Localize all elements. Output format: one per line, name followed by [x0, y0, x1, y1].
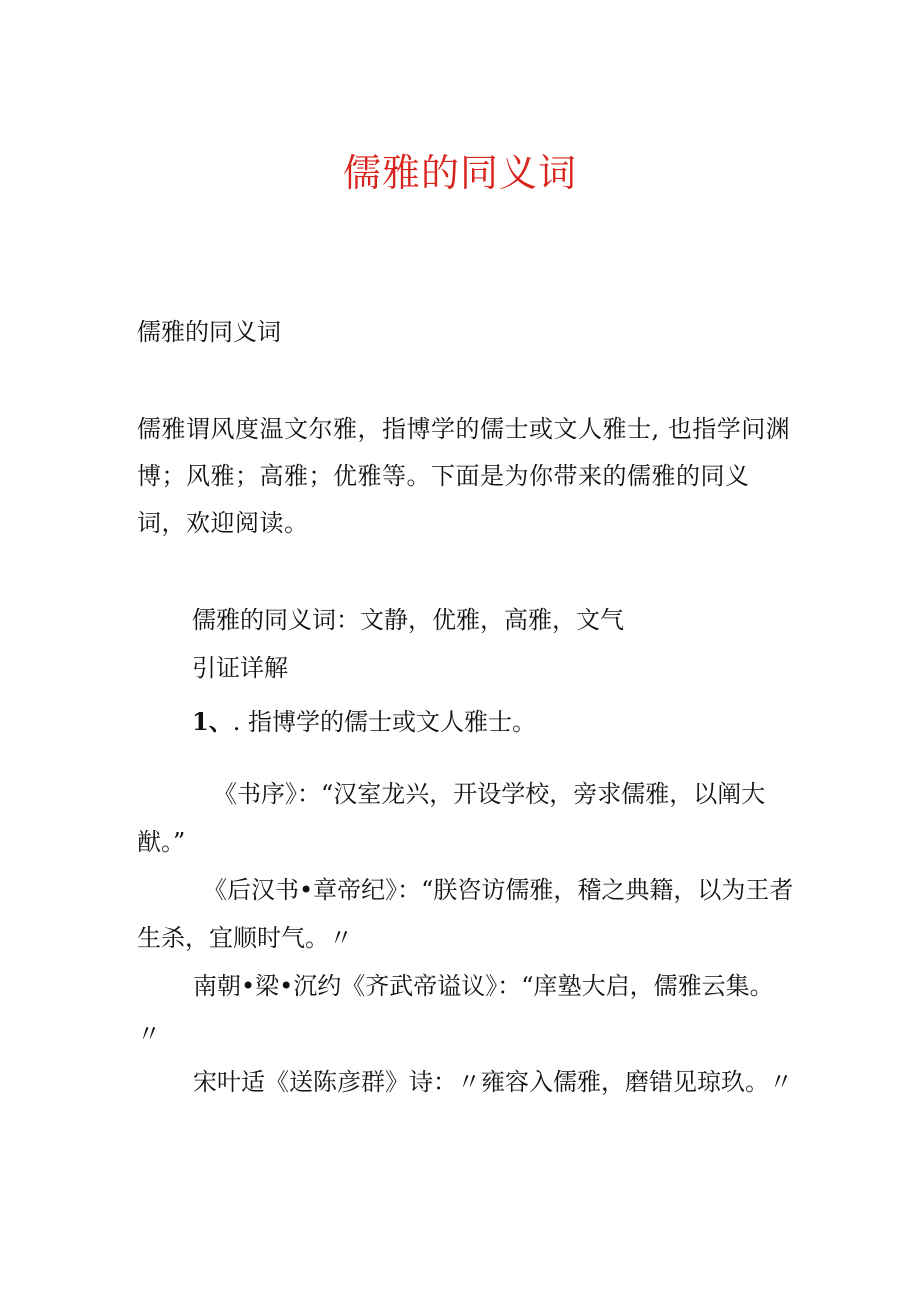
quote-shuxu: 《书序》：“汉室龙兴，开设学校，旁求儒雅，以阐大猷。” — [137, 780, 766, 856]
intro-paragraph: 儒雅谓风度温文尔雅，指博学的儒士或文人雅士, 也指学问渊博；风雅；高雅；优雅等。下面是为你带来的儒雅的同义词，欢迎阅读。 — [137, 415, 791, 537]
point-text: . 指博学的儒士或文人雅士。 — [232, 708, 536, 736]
synonyms-line: 儒雅的同义词：文静，优雅，高雅，文气 — [192, 606, 624, 634]
page-title: 儒雅的同义词 — [342, 151, 577, 195]
quote-yeshi: 宋叶适《送陈彦群》诗：〃雍容入儒雅，磨错见琼玖。〃 — [193, 1068, 793, 1096]
point-number: 1、 — [192, 707, 233, 736]
section-heading: 引证详解 — [192, 654, 288, 682]
quote-shenyue: 南朝•梁•沉约《齐武帝谥议》：“庠塾大启，儒雅云集。〃 — [137, 972, 774, 1048]
definition-point — [192, 702, 852, 742]
quote-houhanshu: 《后汉书•章帝纪》：“朕咨访儒雅，稽之典籍，以为王者生杀，宜顺时气。〃 — [137, 876, 794, 952]
subtitle: 儒雅的同义词 — [137, 318, 281, 346]
